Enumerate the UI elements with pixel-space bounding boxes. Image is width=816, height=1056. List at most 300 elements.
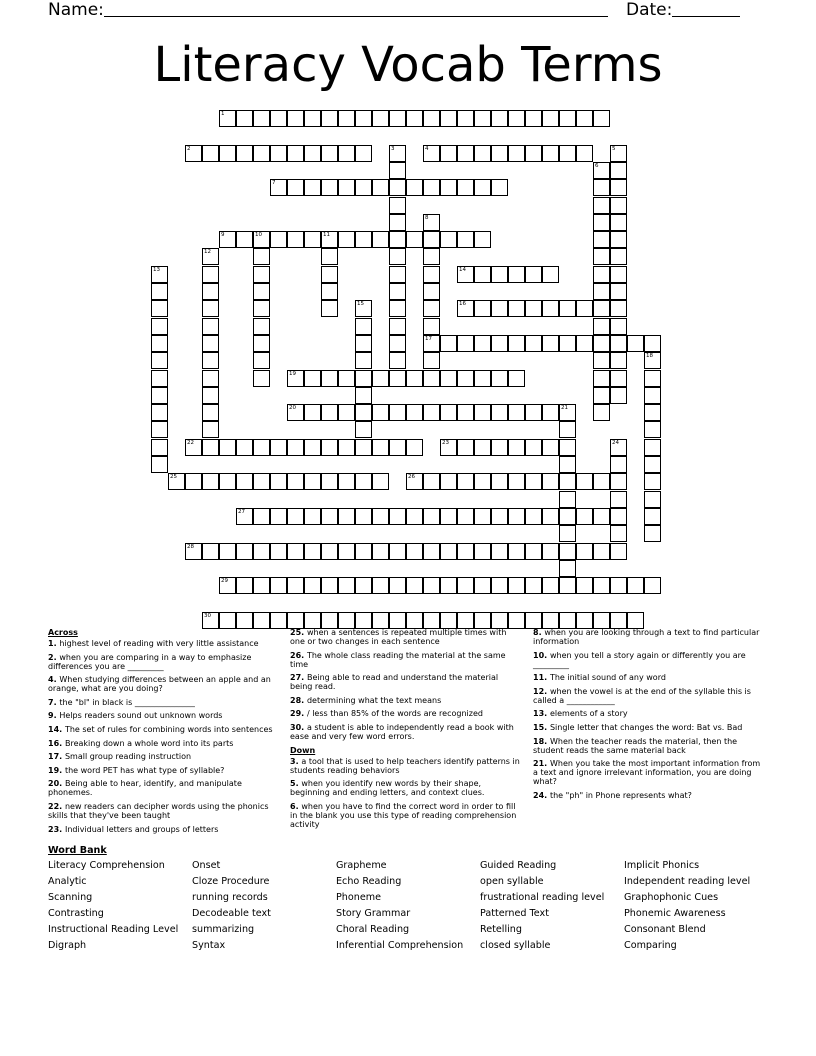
crossword-cell[interactable] (593, 612, 610, 629)
crossword-cell[interactable] (304, 577, 321, 594)
crossword-cell[interactable] (457, 266, 474, 283)
crossword-cell[interactable] (508, 266, 525, 283)
crossword-cell[interactable] (576, 110, 593, 127)
crossword-cell[interactable] (253, 145, 270, 162)
crossword-cell[interactable] (389, 300, 406, 317)
crossword-cell[interactable] (474, 508, 491, 525)
crossword-cell[interactable] (559, 456, 576, 473)
crossword-cell[interactable] (610, 197, 627, 214)
crossword-cell[interactable] (525, 543, 542, 560)
crossword-cell[interactable] (338, 145, 355, 162)
crossword-cell[interactable] (321, 145, 338, 162)
crossword-cell[interactable] (287, 543, 304, 560)
crossword-cell[interactable] (151, 370, 168, 387)
crossword-cell[interactable] (508, 508, 525, 525)
crossword-cell[interactable] (389, 404, 406, 421)
crossword-cell[interactable] (287, 179, 304, 196)
crossword-cell[interactable] (236, 439, 253, 456)
crossword-cell[interactable] (355, 335, 372, 352)
crossword-cell[interactable] (593, 543, 610, 560)
crossword-cell[interactable] (202, 300, 219, 317)
crossword-cell[interactable] (610, 473, 627, 490)
crossword-cell[interactable] (474, 543, 491, 560)
crossword-cell[interactable] (457, 370, 474, 387)
crossword-cell[interactable] (593, 508, 610, 525)
crossword-cell[interactable] (593, 352, 610, 369)
crossword-cell[interactable] (372, 577, 389, 594)
crossword-cell[interactable] (355, 543, 372, 560)
crossword-cell[interactable] (644, 508, 661, 525)
crossword-cell[interactable] (610, 248, 627, 265)
crossword-cell[interactable] (270, 473, 287, 490)
crossword-cell[interactable] (270, 145, 287, 162)
crossword-cell[interactable] (610, 491, 627, 508)
crossword-cell[interactable] (491, 335, 508, 352)
crossword-cell[interactable] (202, 266, 219, 283)
crossword-cell[interactable] (440, 110, 457, 127)
crossword-cell[interactable] (304, 404, 321, 421)
crossword-cell[interactable] (559, 145, 576, 162)
crossword-cell[interactable] (151, 456, 168, 473)
crossword-cell[interactable] (253, 370, 270, 387)
crossword-cell[interactable] (168, 473, 185, 490)
crossword-cell[interactable] (542, 266, 559, 283)
crossword-cell[interactable] (406, 110, 423, 127)
crossword-cell[interactable] (287, 612, 304, 629)
crossword-cell[interactable] (389, 197, 406, 214)
crossword-cell[interactable] (389, 231, 406, 248)
crossword-cell[interactable] (253, 266, 270, 283)
crossword-cell[interactable] (457, 508, 474, 525)
crossword-cell[interactable] (542, 110, 559, 127)
crossword-cell[interactable] (644, 456, 661, 473)
crossword-cell[interactable] (389, 335, 406, 352)
crossword-cell[interactable] (644, 370, 661, 387)
crossword-cell[interactable] (423, 318, 440, 335)
crossword-cell[interactable] (440, 473, 457, 490)
crossword-cell[interactable] (593, 179, 610, 196)
crossword-cell[interactable] (253, 543, 270, 560)
crossword-cell[interactable] (304, 543, 321, 560)
crossword-cell[interactable] (474, 404, 491, 421)
crossword-cell[interactable] (355, 352, 372, 369)
crossword-cell[interactable] (338, 370, 355, 387)
crossword-cell[interactable] (457, 231, 474, 248)
crossword-cell[interactable] (151, 318, 168, 335)
crossword-cell[interactable] (423, 335, 440, 352)
crossword-cell[interactable] (610, 231, 627, 248)
crossword-cell[interactable] (457, 145, 474, 162)
crossword-cell[interactable] (542, 439, 559, 456)
crossword-cell[interactable] (202, 612, 219, 629)
crossword-cell[interactable] (593, 335, 610, 352)
crossword-cell[interactable] (610, 162, 627, 179)
crossword-cell[interactable] (202, 352, 219, 369)
crossword-cell[interactable] (355, 370, 372, 387)
crossword-cell[interactable] (270, 612, 287, 629)
crossword-cell[interactable] (389, 162, 406, 179)
crossword-cell[interactable] (423, 266, 440, 283)
crossword-cell[interactable] (525, 404, 542, 421)
crossword-cell[interactable] (338, 179, 355, 196)
crossword-cell[interactable] (236, 543, 253, 560)
crossword-cell[interactable] (508, 404, 525, 421)
crossword-cell[interactable] (525, 300, 542, 317)
crossword-cell[interactable] (287, 508, 304, 525)
crossword-cell[interactable] (491, 577, 508, 594)
crossword-cell[interactable] (287, 231, 304, 248)
crossword-cell[interactable] (287, 404, 304, 421)
crossword-cell[interactable] (559, 508, 576, 525)
crossword-cell[interactable] (423, 231, 440, 248)
crossword-cell[interactable] (219, 473, 236, 490)
crossword-cell[interactable] (423, 300, 440, 317)
crossword-cell[interactable] (440, 543, 457, 560)
crossword-cell[interactable] (202, 145, 219, 162)
crossword-cell[interactable] (593, 370, 610, 387)
crossword-cell[interactable] (338, 612, 355, 629)
crossword-cell[interactable] (389, 318, 406, 335)
crossword-cell[interactable] (253, 439, 270, 456)
crossword-cell[interactable] (355, 508, 372, 525)
crossword-cell[interactable] (491, 543, 508, 560)
crossword-cell[interactable] (440, 404, 457, 421)
crossword-cell[interactable] (287, 145, 304, 162)
crossword-cell[interactable] (372, 370, 389, 387)
crossword-cell[interactable] (389, 283, 406, 300)
crossword-cell[interactable] (287, 110, 304, 127)
crossword-cell[interactable] (576, 335, 593, 352)
crossword-cell[interactable] (270, 110, 287, 127)
crossword-cell[interactable] (406, 612, 423, 629)
crossword-cell[interactable] (304, 473, 321, 490)
crossword-cell[interactable] (440, 612, 457, 629)
crossword-cell[interactable] (423, 214, 440, 231)
crossword-cell[interactable] (406, 179, 423, 196)
crossword-cell[interactable] (542, 508, 559, 525)
crossword-cell[interactable] (253, 248, 270, 265)
crossword-cell[interactable] (593, 214, 610, 231)
crossword-cell[interactable] (559, 560, 576, 577)
crossword-cell[interactable] (389, 179, 406, 196)
crossword-cell[interactable] (321, 404, 338, 421)
crossword-cell[interactable] (542, 543, 559, 560)
crossword-cell[interactable] (151, 283, 168, 300)
crossword-cell[interactable] (559, 491, 576, 508)
crossword-cell[interactable] (355, 612, 372, 629)
crossword-cell[interactable] (440, 508, 457, 525)
crossword-cell[interactable] (338, 404, 355, 421)
crossword-cell[interactable] (440, 145, 457, 162)
crossword-cell[interactable] (270, 543, 287, 560)
crossword-cell[interactable] (559, 473, 576, 490)
crossword-cell[interactable] (457, 404, 474, 421)
crossword-cell[interactable] (253, 352, 270, 369)
crossword-cell[interactable] (440, 577, 457, 594)
crossword-cell[interactable] (576, 300, 593, 317)
crossword-cell[interactable] (542, 612, 559, 629)
crossword-cell[interactable] (559, 335, 576, 352)
crossword-cell[interactable] (406, 473, 423, 490)
crossword-cell[interactable] (474, 439, 491, 456)
crossword-cell[interactable] (338, 110, 355, 127)
crossword-cell[interactable] (610, 335, 627, 352)
crossword-cell[interactable] (389, 508, 406, 525)
crossword-cell[interactable] (559, 543, 576, 560)
crossword-cell[interactable] (406, 543, 423, 560)
crossword-cell[interactable] (508, 473, 525, 490)
crossword-cell[interactable] (593, 283, 610, 300)
crossword-cell[interactable] (474, 473, 491, 490)
crossword-cell[interactable] (593, 231, 610, 248)
crossword-cell[interactable] (389, 577, 406, 594)
crossword-cell[interactable] (644, 335, 661, 352)
crossword-cell[interactable] (457, 179, 474, 196)
crossword-cell[interactable] (355, 404, 372, 421)
crossword-cell[interactable] (423, 110, 440, 127)
crossword-cell[interactable] (610, 214, 627, 231)
crossword-cell[interactable] (423, 473, 440, 490)
crossword-cell[interactable] (304, 370, 321, 387)
crossword-cell[interactable] (304, 508, 321, 525)
crossword-cell[interactable] (457, 110, 474, 127)
crossword-cell[interactable] (151, 439, 168, 456)
crossword-cell[interactable] (389, 370, 406, 387)
crossword-cell[interactable] (151, 421, 168, 438)
crossword-cell[interactable] (474, 370, 491, 387)
crossword-cell[interactable] (474, 612, 491, 629)
crossword-cell[interactable] (389, 543, 406, 560)
crossword-cell[interactable] (185, 145, 202, 162)
crossword-cell[interactable] (423, 145, 440, 162)
crossword-cell[interactable] (372, 508, 389, 525)
crossword-cell[interactable] (236, 145, 253, 162)
crossword-cell[interactable] (321, 300, 338, 317)
crossword-cell[interactable] (491, 612, 508, 629)
crossword-cell[interactable] (491, 473, 508, 490)
crossword-cell[interactable] (474, 266, 491, 283)
crossword-cell[interactable] (423, 248, 440, 265)
crossword-cell[interactable] (491, 370, 508, 387)
crossword-cell[interactable] (542, 404, 559, 421)
crossword-cell[interactable] (576, 145, 593, 162)
crossword-cell[interactable] (491, 404, 508, 421)
crossword-cell[interactable] (593, 318, 610, 335)
crossword-cell[interactable] (304, 145, 321, 162)
crossword-cell[interactable] (508, 335, 525, 352)
crossword-cell[interactable] (508, 543, 525, 560)
crossword-cell[interactable] (185, 543, 202, 560)
crossword-cell[interactable] (610, 145, 627, 162)
crossword-cell[interactable] (321, 179, 338, 196)
crossword-cell[interactable] (202, 318, 219, 335)
crossword-cell[interactable] (508, 370, 525, 387)
crossword-cell[interactable] (202, 387, 219, 404)
crossword-cell[interactable] (253, 318, 270, 335)
crossword-cell[interactable] (253, 577, 270, 594)
crossword-cell[interactable] (491, 300, 508, 317)
crossword-cell[interactable] (321, 473, 338, 490)
crossword-cell[interactable] (372, 543, 389, 560)
crossword-cell[interactable] (304, 439, 321, 456)
crossword-cell[interactable] (423, 352, 440, 369)
crossword-cell[interactable] (236, 612, 253, 629)
crossword-cell[interactable] (219, 145, 236, 162)
crossword-cell[interactable] (219, 577, 236, 594)
crossword-cell[interactable] (423, 612, 440, 629)
crossword-cell[interactable] (406, 404, 423, 421)
crossword-cell[interactable] (644, 421, 661, 438)
crossword-cell[interactable] (236, 231, 253, 248)
crossword-cell[interactable] (423, 543, 440, 560)
crossword-cell[interactable] (525, 145, 542, 162)
crossword-cell[interactable] (440, 179, 457, 196)
crossword-cell[interactable] (559, 404, 576, 421)
crossword-cell[interactable] (253, 231, 270, 248)
crossword-cell[interactable] (389, 439, 406, 456)
crossword-cell[interactable] (372, 473, 389, 490)
crossword-cell[interactable] (610, 370, 627, 387)
crossword-cell[interactable] (338, 508, 355, 525)
crossword-cell[interactable] (321, 508, 338, 525)
crossword-cell[interactable] (253, 612, 270, 629)
crossword-cell[interactable] (610, 283, 627, 300)
crossword-cell[interactable] (593, 473, 610, 490)
crossword-cell[interactable] (151, 300, 168, 317)
crossword-cell[interactable] (202, 473, 219, 490)
crossword-cell[interactable] (406, 508, 423, 525)
crossword-cell[interactable] (610, 318, 627, 335)
crossword-cell[interactable] (542, 577, 559, 594)
crossword-cell[interactable] (270, 439, 287, 456)
crossword-cell[interactable] (270, 508, 287, 525)
crossword-cell[interactable] (525, 612, 542, 629)
crossword-cell[interactable] (610, 387, 627, 404)
crossword-cell[interactable] (559, 300, 576, 317)
crossword-cell[interactable] (525, 577, 542, 594)
crossword-cell[interactable] (491, 508, 508, 525)
crossword-cell[interactable] (202, 370, 219, 387)
crossword-cell[interactable] (644, 491, 661, 508)
crossword-cell[interactable] (202, 404, 219, 421)
crossword-cell[interactable] (644, 525, 661, 542)
crossword-cell[interactable] (202, 248, 219, 265)
crossword-cell[interactable] (576, 543, 593, 560)
crossword-cell[interactable] (253, 110, 270, 127)
crossword-cell[interactable] (525, 473, 542, 490)
crossword-cell[interactable] (321, 248, 338, 265)
crossword-cell[interactable] (559, 577, 576, 594)
crossword-cell[interactable] (644, 404, 661, 421)
crossword-cell[interactable] (338, 439, 355, 456)
crossword-cell[interactable] (304, 231, 321, 248)
crossword-cell[interactable] (644, 473, 661, 490)
crossword-cell[interactable] (236, 577, 253, 594)
crossword-cell[interactable] (627, 335, 644, 352)
crossword-cell[interactable] (355, 473, 372, 490)
crossword-cell[interactable] (151, 352, 168, 369)
crossword-cell[interactable] (202, 543, 219, 560)
crossword-cell[interactable] (491, 439, 508, 456)
crossword-cell[interactable] (525, 508, 542, 525)
crossword-cell[interactable] (338, 473, 355, 490)
crossword-cell[interactable] (151, 404, 168, 421)
crossword-cell[interactable] (355, 387, 372, 404)
crossword-cell[interactable] (321, 266, 338, 283)
crossword-cell[interactable] (151, 387, 168, 404)
crossword-cell[interactable] (474, 231, 491, 248)
crossword-cell[interactable] (389, 110, 406, 127)
crossword-cell[interactable] (287, 577, 304, 594)
crossword-cell[interactable] (525, 335, 542, 352)
crossword-cell[interactable] (474, 145, 491, 162)
crossword-cell[interactable] (576, 508, 593, 525)
crossword-cell[interactable] (474, 335, 491, 352)
crossword-cell[interactable] (151, 335, 168, 352)
crossword-cell[interactable] (559, 421, 576, 438)
crossword-cell[interactable] (491, 266, 508, 283)
crossword-cell[interactable] (593, 266, 610, 283)
crossword-cell[interactable] (593, 577, 610, 594)
crossword-cell[interactable] (304, 110, 321, 127)
crossword-cell[interactable] (644, 387, 661, 404)
crossword-cell[interactable] (372, 404, 389, 421)
crossword-cell[interactable] (270, 179, 287, 196)
crossword-cell[interactable] (321, 110, 338, 127)
crossword-cell[interactable] (644, 352, 661, 369)
crossword-cell[interactable] (457, 543, 474, 560)
crossword-cell[interactable] (593, 248, 610, 265)
crossword-cell[interactable] (423, 508, 440, 525)
crossword-cell[interactable] (151, 266, 168, 283)
crossword-cell[interactable] (372, 612, 389, 629)
crossword-cell[interactable] (508, 300, 525, 317)
crossword-cell[interactable] (287, 439, 304, 456)
crossword-cell[interactable] (440, 335, 457, 352)
crossword-cell[interactable] (610, 456, 627, 473)
crossword-cell[interactable] (542, 145, 559, 162)
crossword-cell[interactable] (355, 439, 372, 456)
crossword-cell[interactable] (253, 283, 270, 300)
crossword-cell[interactable] (355, 231, 372, 248)
crossword-cell[interactable] (372, 439, 389, 456)
crossword-cell[interactable] (304, 612, 321, 629)
crossword-cell[interactable] (508, 577, 525, 594)
crossword-cell[interactable] (440, 439, 457, 456)
crossword-cell[interactable] (406, 370, 423, 387)
crossword-cell[interactable] (270, 577, 287, 594)
crossword-cell[interactable] (185, 473, 202, 490)
crossword-cell[interactable] (372, 179, 389, 196)
crossword-cell[interactable] (457, 300, 474, 317)
crossword-cell[interactable] (321, 283, 338, 300)
crossword-cell[interactable] (321, 577, 338, 594)
crossword-cell[interactable] (304, 179, 321, 196)
crossword-cell[interactable] (406, 439, 423, 456)
crossword-cell[interactable] (236, 508, 253, 525)
crossword-cell[interactable] (423, 283, 440, 300)
crossword-cell[interactable] (559, 525, 576, 542)
crossword-cell[interactable] (610, 508, 627, 525)
crossword-cell[interactable] (287, 473, 304, 490)
crossword-cell[interactable] (610, 612, 627, 629)
crossword-cell[interactable] (525, 266, 542, 283)
crossword-cell[interactable] (474, 110, 491, 127)
crossword-cell[interactable] (610, 525, 627, 542)
crossword-cell[interactable] (236, 473, 253, 490)
crossword-cell[interactable] (457, 439, 474, 456)
crossword-cell[interactable] (338, 577, 355, 594)
